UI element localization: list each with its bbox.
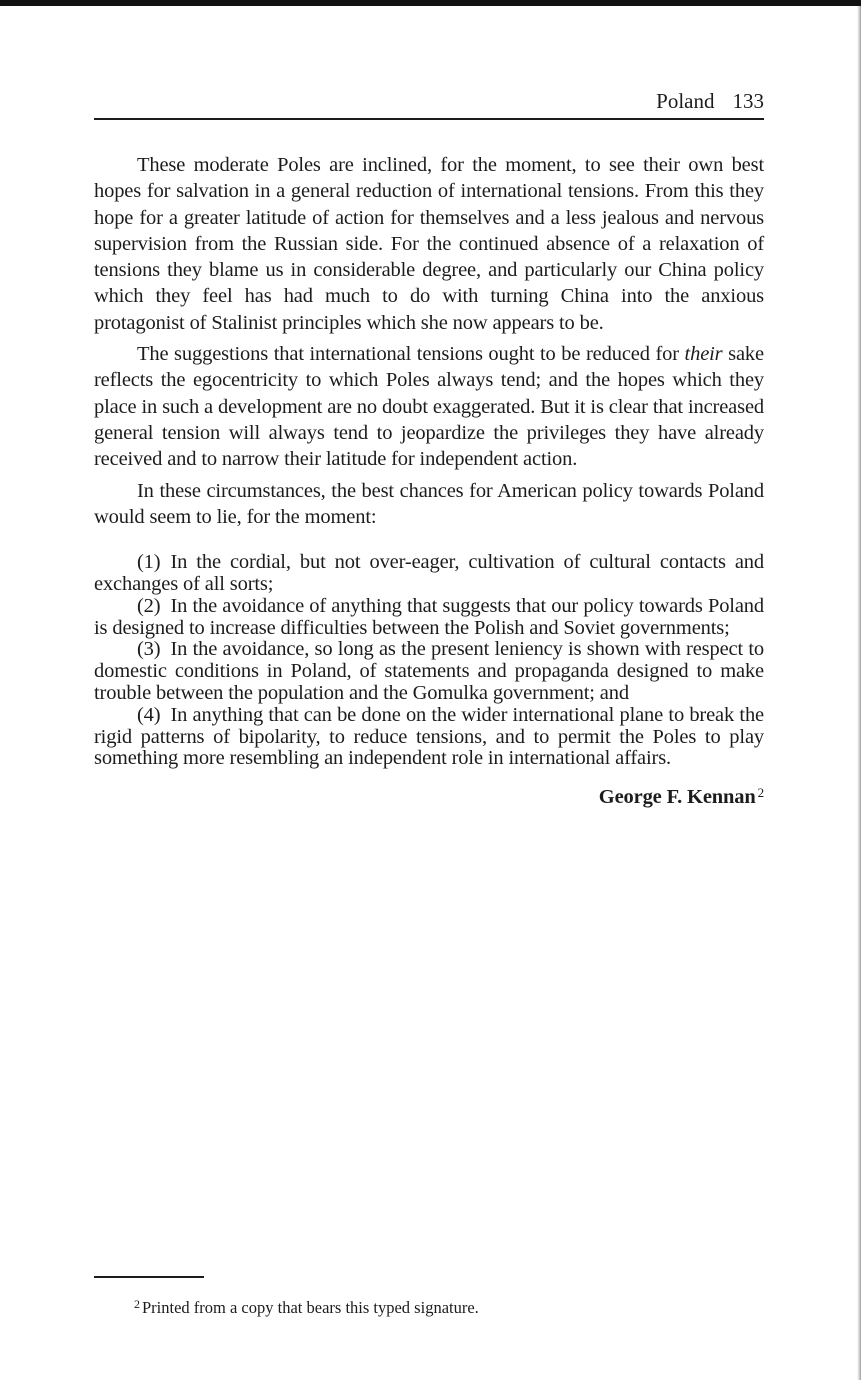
paragraph-text: The suggestions that international tensions ought to be reduced for: [137, 343, 685, 366]
footnote-reference: 2: [757, 785, 764, 801]
list-item-text: In anything that can be done on the wider international plane to break the rigid patterns of bipolarity, to reduce tensions, and to permit the Poles to play something more resembling an independent role in international affairs.: [94, 703, 764, 770]
page-right-edge: [857, 6, 861, 1380]
paragraph-text: sake reflects the egocentricity to which Poles always tend; and the hopes which they place in such a development are no doubt exaggerated. But it is clear that increased general tension will always tend to jeopardize the privileges they have already received and to narrow their latitude for independent action.: [94, 343, 764, 471]
list-item: [94, 552, 764, 596]
running-head-title: Poland: [656, 89, 715, 113]
footnote-text: Printed from a copy that bears this typed signature.: [142, 1298, 479, 1317]
paragraph: In these circumstances, the best chances for American policy towards Poland would seem to lie, for the moment:: [94, 479, 764, 528]
list-item-text: In the cordial, but not over-eager, cultivation of cultural contacts and exchanges of all sorts;: [94, 551, 764, 595]
running-head: [94, 84, 764, 120]
footnote: [134, 1293, 479, 1319]
list-item-text: In the avoidance of anything that suggests that our policy towards Poland is designed to increase difficulties between the Polish and Soviet governments;: [94, 594, 764, 639]
emphasis-text: their: [684, 343, 723, 366]
signature-name: George F. Kennan: [598, 786, 756, 809]
recommendation-list: [94, 552, 764, 770]
page-number: 133: [732, 89, 764, 113]
list-item: [94, 705, 764, 770]
paragraph: These moderate Poles are inclined, for the moment, to see their own best hopes for salvation in a general reduction of international tensions. From this they hope for a greater latitude of action for themselves and a less jealous and nervous supervision from the Russian side. For the continued absence of a relaxation of tensions they blame us in considerable degree, and particularly our China policy which they feel has had much to do with turning China into the anxious protagonist of Stalinist principles which she now appears to be.: [94, 154, 764, 334]
signature: [94, 780, 764, 810]
list-item: [94, 639, 764, 704]
paragraph: [94, 341, 764, 472]
page-top-edge: [0, 0, 861, 6]
footnote-marker: 2: [134, 1297, 140, 1311]
document-body: [94, 152, 764, 810]
list-item-number: (4): [137, 703, 161, 726]
list-item-number: (1): [137, 551, 161, 574]
footnote-divider: [94, 1276, 204, 1278]
list-item-number: (2): [137, 594, 161, 617]
list-item-number: (3): [137, 638, 161, 661]
list-item-text: In the avoidance, so long as the present leniency is shown with respect to domestic conditions in Poland, of statements and propaganda designed to make trouble between the population and the Gomulka government; and: [94, 638, 764, 704]
list-item: [94, 596, 764, 640]
